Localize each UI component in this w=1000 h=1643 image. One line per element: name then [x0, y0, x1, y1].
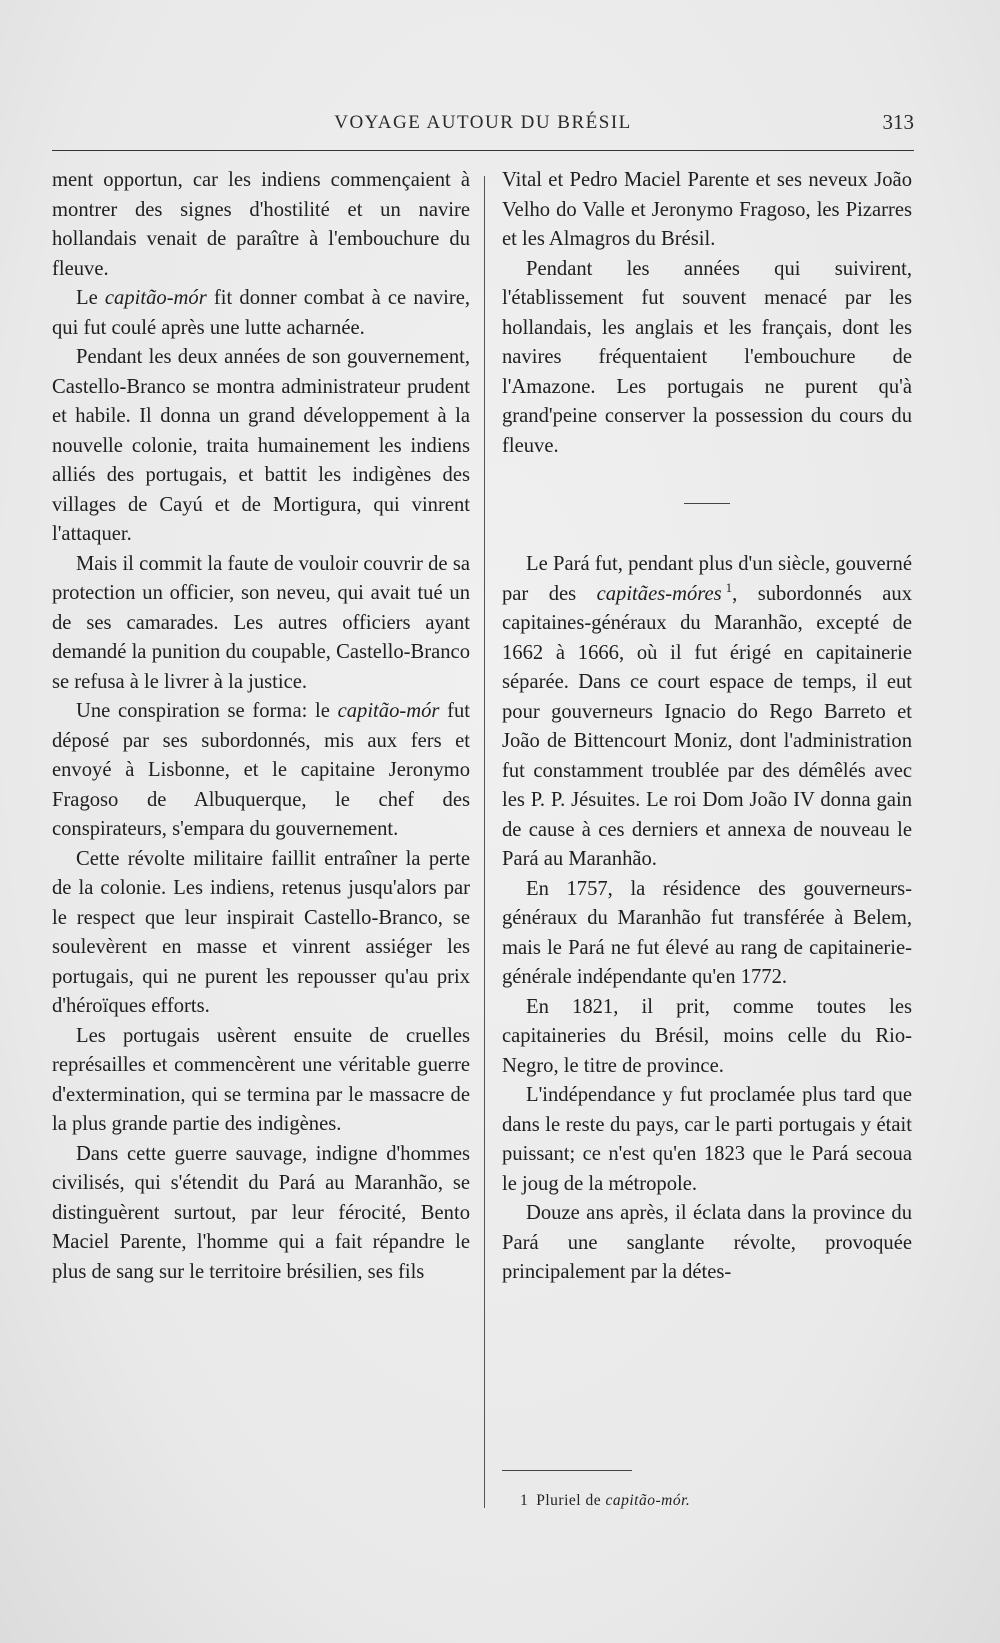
footnote-reference[interactable]: 1: [725, 579, 733, 595]
paragraph: Les portugais usèrent ensuite de cruelles représailles et commencèrent une véritable guerre d'extermination, qui se termina par le massacre de la plus grande partie des indigènes.: [52, 1024, 470, 1135]
right-column: [502, 166, 912, 1288]
paragraph: [52, 284, 470, 343]
section-break-rule: [684, 503, 730, 504]
paragraph: Dans cette guerre sauvage, indigne d'hommes civilisés, qui s'étendit du Pará au Maranhão, se distinguèrent surtout, par leur férocité, Bento Maciel Parente, l'homme qui a fait répandre le plus de sang sur le territoire brésilien, ses fils: [52, 1142, 470, 1283]
paragraph: [52, 697, 470, 845]
footnote: [520, 1492, 690, 1510]
paragraph: Douze ans après, il éclata dans la province du Pará une sanglante révolte, provoquée principalement par la détes-: [502, 1202, 912, 1283]
page-header: [52, 108, 914, 140]
text-run: fut déposé par ses subordonnés, mis aux fers et envoyé à Lisbonne, et le capitaine Jeronymo Fragoso de Albuquerque, le chef des conspirateurs, s'empara du gouvernement.: [52, 700, 470, 840]
footnote-number: 1: [520, 1492, 529, 1509]
footnote-italic-term: capitão-mór.: [605, 1492, 691, 1509]
text-run: Une conspiration se forma: le: [76, 700, 338, 722]
paragraph: En 1821, il prit, comme toutes les capitaineries du Brésil, moins celle du Rio-Negro, le titre de province.: [502, 995, 912, 1077]
italic-term: capitão-mór: [337, 700, 440, 722]
header-rule: [52, 150, 914, 151]
paragraph: ment opportun, car les indiens commençaient à montrer des signes d'hostilité et un navire hollandais venait de paraître à l'embouchure du fleuve.: [52, 169, 470, 280]
paragraph: Pendant les années qui suivirent, l'établissement fut souvent menacé par les hollandais, les anglais et les français, dont les navires fréquentaient l'embouchure de l'Amazone. Les portugais ne purent qu'à grand'peine conserver la possession du cours du fleuve.: [502, 257, 912, 457]
paragraph: [502, 550, 912, 875]
paragraph: Vital et Pedro Maciel Parente et ses neveux João Velho do Valle et Jeronymo Fragoso, les Pizarres et les Almagros du Brésil.: [502, 169, 912, 250]
text-run: , subordonnés aux capitaines-généraux du Maranhão, excepté de 1662 à 1666, où il fut érigé en capitainerie séparée. Dans ce court espace de temps, il eut pour gouverneurs Ignacio do Rego Barreto et João de Bittencourt Moniz, dont l'administration fut constamment troublée par des démêlés avec les P. P. Jésuites. Le roi Dom João IV donna gain de cause à ces derniers et annexa de nouveau le Pará au Maranhão.: [502, 582, 912, 870]
paragraph: Pendant les deux années de son gouvernement, Castello-Branco se montra administrateur prudent et habile. Il donna un grand développement à la nouvelle colonie, traita humainement les indiens alliés des portugais, et battit les indigènes des villages de Cayú et de Mortigura, qui vinrent l'attaquer.: [52, 346, 470, 545]
italic-term: capitão-mór: [104, 287, 207, 309]
text-run: fit donner combat à ce navire, qui fut coulé après une lutte acharnée.: [52, 287, 470, 339]
paragraph: Cette révolte militaire faillit entraîner la perte de la colonie. Les indiens, retenus jusqu'alors par le respect que leur inspirait Castello-Branco, se soulevèrent en masse et vinrent assiéger les portugais, qui ne purent les repousser qu'au prix d'héroïques efforts.: [52, 847, 470, 1017]
footnote-rule: [502, 1470, 632, 1471]
running-title: VOYAGE AUTOUR DU BRÉSIL: [334, 112, 632, 133]
page-number: 313: [882, 110, 914, 134]
column-divider: [484, 176, 485, 1508]
text-run: Le: [76, 287, 105, 309]
paragraph: En 1757, la résidence des gouverneurs-généraux du Maranhão fut transférée à Belem, mais le Pará ne fut élevé au rang de capitainerie-générale indépendante qu'en 1772.: [502, 877, 912, 988]
footnote-text: Pluriel de: [536, 1492, 606, 1509]
text-run: Le Pará fut, pendant plus d'un siècle, gouverné par des: [502, 553, 912, 605]
paragraph: Mais il commit la faute de vouloir couvrir de sa protection un officier, son neveu, qui avait tué un de ses camarades. Les autres officiers ayant demandé la punition du coupable, Castello-Branco se refusa à le livrer à la justice.: [52, 552, 470, 693]
left-column: [52, 166, 470, 1287]
italic-term: capitães-móres: [596, 582, 722, 605]
paragraph: L'indépendance y fut proclamée plus tard que dans le reste du pays, car le parti portugais y était puissant; ce n'est qu'en 1823 que le Pará secoua le joug de la métropole.: [502, 1084, 912, 1195]
